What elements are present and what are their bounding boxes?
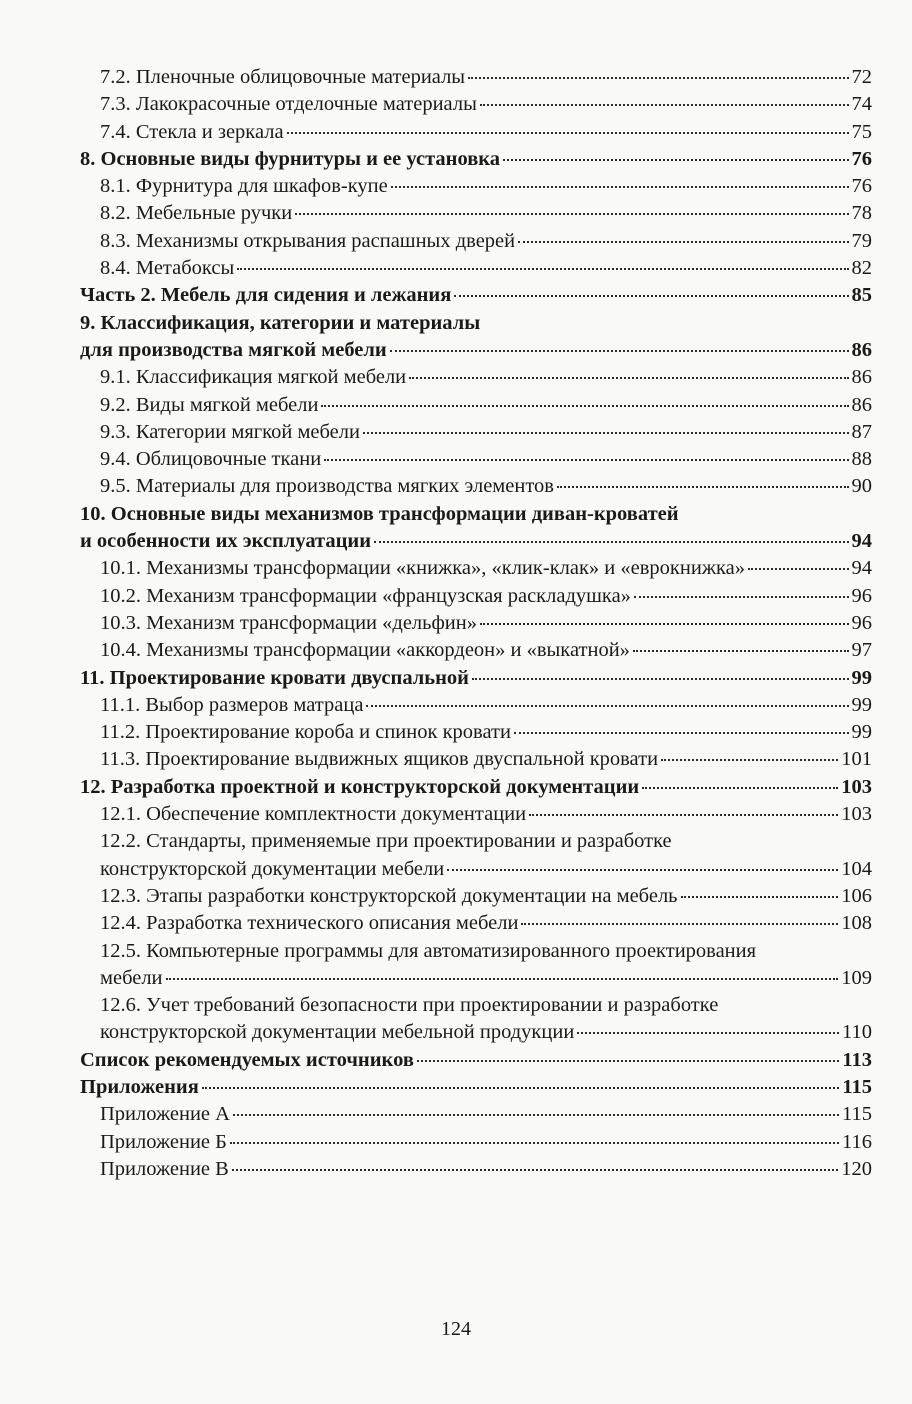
toc-entry-label: мебели — [100, 966, 163, 989]
toc-subsection-entry[interactable] — [80, 1019, 872, 1046]
toc-subsection-entry[interactable] — [80, 801, 872, 828]
toc-entry-label: и особенности их эксплуатации — [80, 530, 372, 553]
toc-subsection-entry[interactable] — [80, 392, 872, 419]
toc-entry-label: 12.4. Разработка технического описания мебели — [100, 912, 519, 935]
toc-entry-label: Список рекомендуемых источников — [80, 1048, 414, 1071]
toc-dot-leader — [557, 486, 849, 488]
toc-subsection-entry[interactable] — [80, 965, 872, 992]
toc-subsection-entry[interactable] — [80, 883, 872, 910]
toc-entry-label: 8.3. Механизмы открывания распашных дверей — [100, 229, 516, 252]
toc-page-number: 79 — [851, 229, 872, 252]
toc-dot-leader — [237, 268, 848, 270]
toc-subsection-entry[interactable] — [80, 910, 872, 937]
toc-dot-leader — [748, 568, 849, 570]
toc-section-entry[interactable] — [80, 337, 872, 364]
toc-dot-leader — [321, 405, 848, 407]
toc-subsection-entry[interactable] — [80, 746, 872, 773]
toc-entry-label: 11. Проектирование кровати двуспальной — [80, 666, 469, 689]
toc-section-entry[interactable] — [80, 774, 872, 801]
toc-section-entry[interactable] — [80, 501, 872, 528]
toc-dot-leader — [233, 1114, 839, 1116]
toc-page-number: 76 — [851, 175, 872, 198]
toc-entry-label: 9.2. Виды мягкой мебели — [100, 393, 319, 416]
toc-page-number: 78 — [851, 202, 872, 225]
toc-page-number: 99 — [851, 693, 872, 716]
toc-page-number: 101 — [841, 748, 872, 771]
toc-subsection-entry[interactable] — [80, 473, 872, 500]
toc-page-number: 94 — [851, 557, 872, 580]
toc-page-number: 87 — [851, 420, 872, 443]
toc-entry-label: Часть 2. Мебель для сидения и лежания — [80, 284, 452, 307]
toc-page-number: 106 — [841, 884, 872, 907]
toc-dot-leader — [480, 623, 849, 625]
toc-section-entry[interactable] — [80, 528, 872, 555]
toc-page-number: 82 — [851, 257, 872, 280]
toc-page-number: 72 — [851, 66, 872, 88]
toc-entry-label: 10.2. Механизм трансформации «французская раскладушка» — [100, 584, 631, 607]
toc-section-entry[interactable] — [80, 282, 872, 309]
toc-subsection-entry[interactable] — [80, 719, 872, 746]
toc-section-entry[interactable] — [80, 1047, 872, 1074]
toc-page-number: 90 — [851, 475, 872, 498]
toc-dot-leader — [447, 869, 838, 871]
toc-subsection-entry[interactable] — [80, 1129, 872, 1156]
toc-page-number: 116 — [842, 1130, 872, 1153]
toc-page-number: 88 — [851, 448, 872, 471]
toc-entry-label: 12.1. Обеспечение комплектности документации — [100, 803, 527, 826]
toc-entry-label: 9.3. Категории мягкой мебели — [100, 420, 360, 443]
toc-subsection-entry[interactable] — [80, 419, 872, 446]
toc-dot-leader — [521, 923, 838, 925]
toc-entry-label: конструкторской документации мебельной продукции — [100, 1021, 575, 1044]
toc-dot-leader — [295, 213, 848, 215]
toc-entry-label: 8.1. Фурнитура для шкафов-купе — [100, 175, 388, 198]
toc-entry-label: 10. Основные виды механизмов трансформации диван-кроватей — [80, 502, 679, 525]
toc-page-number: 85 — [851, 284, 872, 307]
toc-entry-label: 11.2. Проектирование короба и спинок кровати — [100, 721, 511, 744]
toc-entry-label: для производства мягкой мебели — [80, 338, 387, 361]
toc-subsection-entry[interactable] — [80, 992, 872, 1019]
toc-page-number: 76 — [851, 147, 872, 170]
toc-subsection-entry[interactable] — [80, 692, 872, 719]
toc-entry-label: Приложение Б — [100, 1130, 227, 1153]
toc-entry-label: 12.6. Учет требований безопасности при проектировании и разработке — [100, 994, 719, 1017]
toc-dot-leader — [232, 1169, 838, 1171]
toc-subsection-entry[interactable] — [80, 91, 872, 118]
toc-page-number: 113 — [842, 1048, 872, 1071]
toc-subsection-entry[interactable] — [80, 64, 872, 91]
toc-section-entry[interactable] — [80, 665, 872, 692]
toc-page-number: 74 — [851, 93, 872, 116]
toc-dot-leader — [642, 787, 838, 789]
toc-page-number: 94 — [851, 530, 872, 553]
toc-entry-label: 9.1. Классификация мягкой мебели — [100, 366, 407, 389]
toc-entry-label: 8.2. Мебельные ручки — [100, 202, 293, 225]
toc-entry-label: Приложение А — [100, 1103, 230, 1126]
toc-entry-label: 9.4. Облицовочные ткани — [100, 448, 322, 471]
toc-dot-leader — [468, 77, 848, 79]
toc-dot-leader — [166, 978, 839, 980]
toc-page-number: 110 — [842, 1021, 872, 1044]
toc-entry-label: 12. Разработка проектной и конструкторской документации — [80, 775, 640, 798]
toc-dot-leader — [661, 759, 838, 761]
toc-entry-label: 9.5. Материалы для производства мягких элементов — [100, 475, 554, 498]
toc-entry-label: Приложение В — [100, 1157, 229, 1180]
toc-entry-label: 12.5. Компьютерные программы для автоматизированного проектирования — [100, 939, 757, 962]
toc-page-number: 86 — [851, 393, 872, 416]
toc-subsection-entry[interactable] — [80, 446, 872, 473]
toc-page-number: 115 — [842, 1075, 872, 1098]
toc-dot-leader — [409, 377, 848, 379]
toc-page-number: 99 — [851, 666, 872, 689]
toc-dot-leader — [514, 732, 849, 734]
toc-entry-label: конструкторской документации мебели — [100, 857, 445, 880]
toc-entry-label: 8.4. Метабоксы — [100, 257, 235, 280]
toc-section-entry[interactable] — [80, 1074, 872, 1101]
toc-page-number: 86 — [851, 366, 872, 389]
toc-entry-label: 10.1. Механизмы трансформации «книжка», «клик-клак» и «еврокнижка» — [100, 557, 745, 580]
toc-subsection-entry[interactable] — [80, 255, 872, 282]
toc-page-number: 86 — [851, 338, 872, 361]
toc-dot-leader — [366, 705, 848, 707]
toc-subsection-entry[interactable] — [80, 828, 872, 855]
toc-dot-leader — [529, 814, 838, 816]
toc-subsection-entry[interactable] — [80, 228, 872, 255]
toc-subsection-entry[interactable] — [80, 637, 872, 664]
toc-entry-label: 12.3. Этапы разработки конструкторской документации на мебель — [100, 884, 678, 907]
toc-page-number: 120 — [841, 1157, 872, 1180]
toc-subsection-entry[interactable] — [80, 173, 872, 200]
toc-page-number: 75 — [851, 120, 872, 143]
toc-page-number: 96 — [851, 584, 872, 607]
toc-dot-leader — [577, 1032, 839, 1034]
toc-subsection-entry[interactable] — [80, 200, 872, 227]
toc-dot-leader — [634, 596, 849, 598]
toc-subsection-entry[interactable] — [80, 119, 872, 146]
toc-section-entry[interactable] — [80, 146, 872, 173]
toc-subsection-entry[interactable] — [80, 364, 872, 391]
toc-dot-leader — [681, 896, 839, 898]
toc-page-number: 108 — [841, 912, 872, 935]
toc-page-number: 97 — [851, 639, 872, 662]
toc-subsection-entry[interactable] — [80, 555, 872, 582]
toc-entry-label: 7.4. Стекла и зеркала — [100, 120, 284, 143]
toc-page-number: 103 — [841, 803, 872, 826]
toc-dot-leader — [363, 432, 849, 434]
toc-page-number: 103 — [841, 775, 872, 798]
toc-dot-leader — [230, 1142, 839, 1144]
toc-entry-label: 8. Основные виды фурнитуры и ее установка — [80, 147, 501, 170]
toc-dot-leader — [480, 104, 849, 106]
table-of-contents — [80, 64, 872, 1183]
toc-dot-leader — [518, 241, 848, 243]
toc-subsection-entry[interactable] — [80, 856, 872, 883]
toc-entry-label: Приложения — [80, 1075, 199, 1098]
toc-entry-label: 9. Классификация, категории и материалы — [80, 311, 481, 334]
toc-dot-leader — [454, 295, 848, 297]
toc-dot-leader — [374, 541, 848, 543]
toc-dot-leader — [472, 678, 849, 680]
toc-page-number: 115 — [842, 1103, 872, 1126]
toc-dot-leader — [287, 132, 849, 134]
toc-subsection-entry[interactable] — [80, 938, 872, 965]
toc-subsection-entry[interactable] — [80, 610, 872, 637]
toc-dot-leader — [202, 1087, 840, 1089]
toc-dot-leader — [417, 1060, 839, 1062]
toc-subsection-entry[interactable] — [80, 1156, 872, 1183]
toc-subsection-entry[interactable] — [80, 583, 872, 610]
toc-entry-label: 10.3. Механизм трансформации «дельфин» — [100, 611, 477, 634]
toc-page-number: 96 — [851, 611, 872, 634]
toc-dot-leader — [324, 459, 848, 461]
toc-entry-label: 11.1. Выбор размеров матраца — [100, 693, 364, 716]
toc-entry-label: 11.3. Проектирование выдвижных ящиков двуспальной кровати — [100, 748, 659, 771]
toc-subsection-entry[interactable] — [80, 1101, 872, 1128]
toc-dot-leader — [391, 186, 849, 188]
toc-dot-leader — [503, 159, 848, 161]
toc-entry-label: 7.3. Лакокрасочные отделочные материалы — [100, 93, 477, 116]
toc-dot-leader — [633, 650, 849, 652]
toc-section-entry[interactable] — [80, 310, 872, 337]
toc-entry-label: 7.2. Пленочные облицовочные материалы — [100, 66, 466, 88]
toc-page-number: 104 — [841, 857, 872, 880]
page-number: 124 — [441, 1318, 471, 1340]
toc-page-number: 109 — [841, 966, 872, 989]
toc-entry-label: 10.4. Механизмы трансформации «аккордеон» и «выкатной» — [100, 639, 630, 662]
toc-entry-label: 12.2. Стандарты, применяемые при проектировании и разработке — [100, 830, 672, 853]
toc-page-number: 99 — [851, 721, 872, 744]
toc-dot-leader — [390, 350, 849, 352]
